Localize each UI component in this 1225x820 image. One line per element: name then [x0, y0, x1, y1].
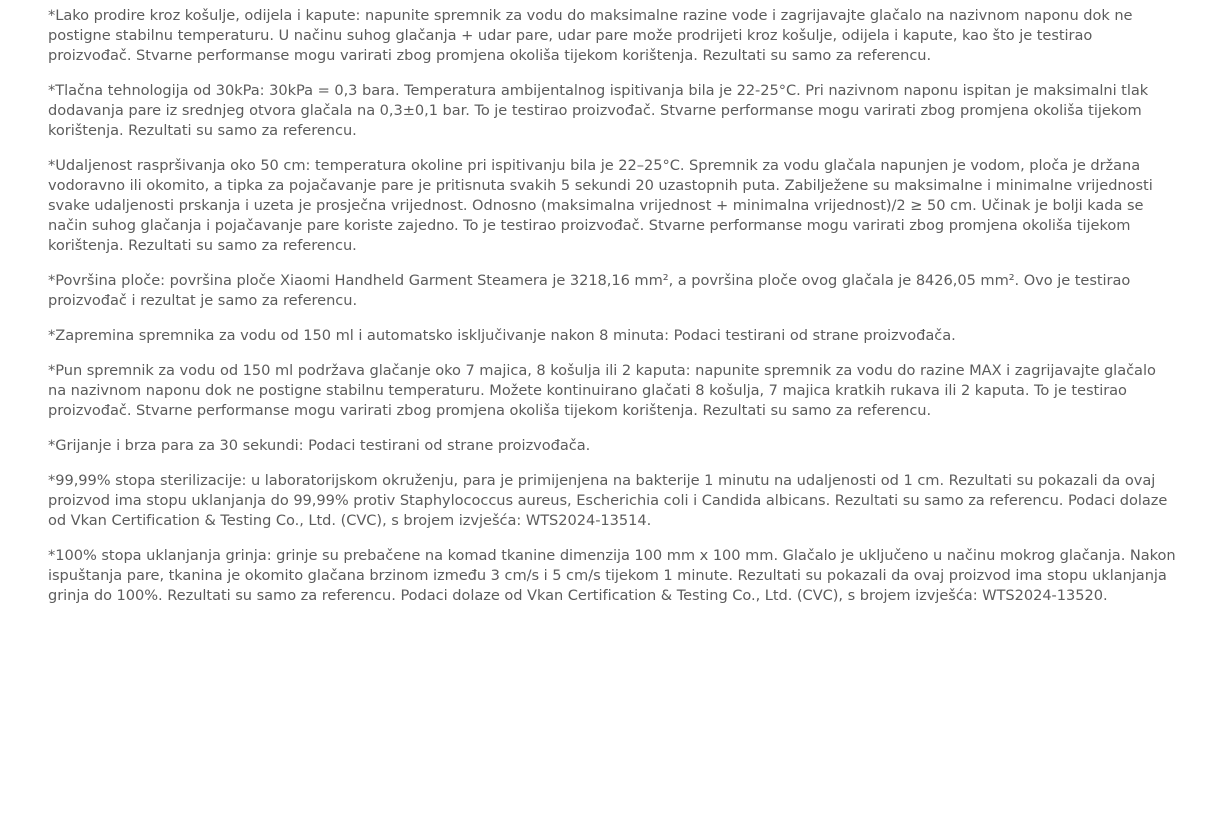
footnote-sterilization-rate: *99,99% stopa sterilizacije: u laboratorijskom okruženju, para je primijenjena na bakterije 1 minutu na udaljenosti od 1 cm. Rezultati su pokazali da ovaj proizvod ima stopu uklanjanja do 99,99% protiv Staphylococcus aureus, Escherichia coli i Candida albicans. Rezultati su samo za referencu. Podaci dolaze od Vkan Certification & Testing Co., Ltd. (CVC), s brojem izvješća: WTS2024-13514. [48, 472, 1168, 529]
footnote-mite-removal: *100% stopa uklanjanja grinja: grinje su prebačene na komad tkanine dimenzija 100 mm x 100 mm. Glačalo je uključeno u načinu mokrog glačanja. Nakon ispuštanja pare, tkanina je okomito glačana brzinom između 3 cm/s i 5 cm/s tijekom 1 minute. Rezultati su pokazali da ovaj proizvod ima stopu uklanjanja grinja do 100%. Rezultati su samo za referencu. Podaci dolaze od Vkan Certification & Testing Co., Ltd. (CVC), s brojem izvješća: WTS2024-13520. [48, 547, 1176, 604]
footnote-spray-distance: *Udaljenost raspršivanja oko 50 cm: temperatura okoline pri ispitivanju bila je 22–25°C. Spremnik za vodu glačala napunjen je vodom, ploča je držana vodoravno ili okomito, a tipka za pojačavanje pare je pritisnuta svakih 5 sekundi 20 uzastopnih puta. Zabilježene su maksimalne i minimalne vrijednosti svake udaljenosti prskanja i uzeta je prosječna vrijednost. Odnosno (maksimalna vrijednost + minimalna vrijednost)/2 ≥ 50 cm. Učinak je bolji kada se način suhog glačanja i pojačavanje pare koriste zajedno. To je testirao proizvođač. Stvarne performanse mogu varirati zbog promjena okoliša tijekom korištenja. Rezultati su samo za referencu. [48, 157, 1153, 254]
footnote-pressure-technology: *Tlačna tehnologija od 30kPa: 30kPa = 0,3 bara. Temperatura ambijentalnog ispitivanja bila je 22-25°C. Pri nazivnom naponu ispitan je maksimalni tlak dodavanja pare iz srednjeg otvora glačala na 0,3±0,1 bar. To je testirao proizvođač. Stvarne performanse mogu varirati zbog promjena okoliša tijekom korištenja. Rezultati su samo za referencu. [48, 82, 1149, 139]
footnote-ironing-capacity: *Pun spremnik za vodu od 150 ml podržava glačanje oko 7 majica, 8 košulja ili 2 kaputa: napunite spremnik za vodu do razine MAX i zagrijavajte glačalo na nazivnom naponu dok ne postigne stabilnu temperaturu. Možete kontinuirano glačati 8 košulja, 7 majica kratkih rukava ili 2 kaputa. To je testirao proizvođač. Stvarne performanse mogu varirati zbog promjena okoliša tijekom korištenja. Rezultati su samo za referencu. [48, 362, 1156, 419]
footnotes-section [48, 6, 1176, 621]
footnote-plate-area: *Površina ploče: površina ploče Xiaomi Handheld Garment Steamera je 3218,16 mm², a površina ploče ovog glačala je 8426,05 mm². Ovo je testirao proizvođač i rezultat je samo za referencu. [48, 272, 1131, 309]
footnote-steam-penetration: *Lako prodire kroz košulje, odijela i kapute: napunite spremnik za vodu do maksimalne razine vode i zagrijavajte glačalo na nazivnom naponu dok ne postigne stabilnu temperaturu. U načinu suhog glačanja + udar pare, udar pare može prodrijeti kroz košulje, odijela i kapute, kao što je testirao proizvođač. Stvarne performanse mogu varirati zbog promjena okoliša tijekom korištenja. Rezultati su samo za referencu. [48, 7, 1133, 64]
footnote-tank-capacity: *Zapremina spremnika za vodu od 150 ml i automatsko isključivanje nakon 8 minuta: Podaci testirani od strane proizvođača. [48, 327, 956, 344]
footnote-heating-time: *Grijanje i brza para za 30 sekundi: Podaci testirani od strane proizvođača. [48, 437, 591, 454]
